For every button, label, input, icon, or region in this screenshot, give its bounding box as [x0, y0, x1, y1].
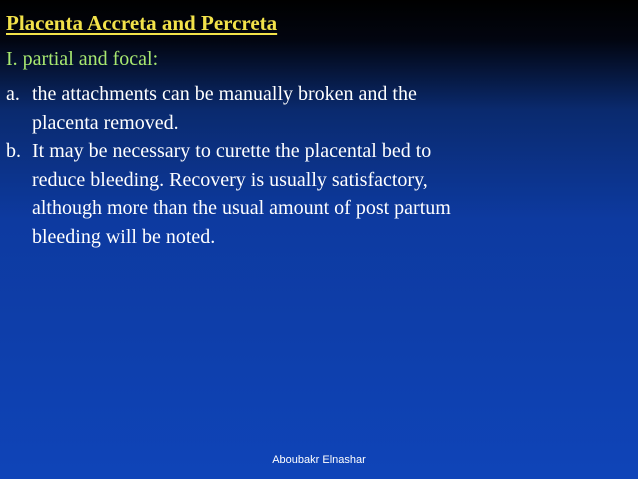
item-marker: a.	[6, 83, 20, 105]
item-text: the attachments can be manually broken and the placenta removed.	[32, 83, 417, 134]
section-heading: I. partial and focal:	[6, 48, 159, 70]
list-item	[6, 137, 626, 251]
list-item	[6, 80, 626, 137]
item-text: It may be necessary to curette the placental bed to reduce bleeding. Recovery is usually satisfactory, although more than the usual amount of post partum bleeding will be noted.	[32, 140, 451, 248]
item-list	[6, 80, 626, 251]
footer-author: Aboubakr Elnashar	[272, 454, 366, 466]
item-marker: b.	[6, 140, 21, 162]
slide-title: Placenta Accreta and Percreta	[6, 11, 278, 35]
